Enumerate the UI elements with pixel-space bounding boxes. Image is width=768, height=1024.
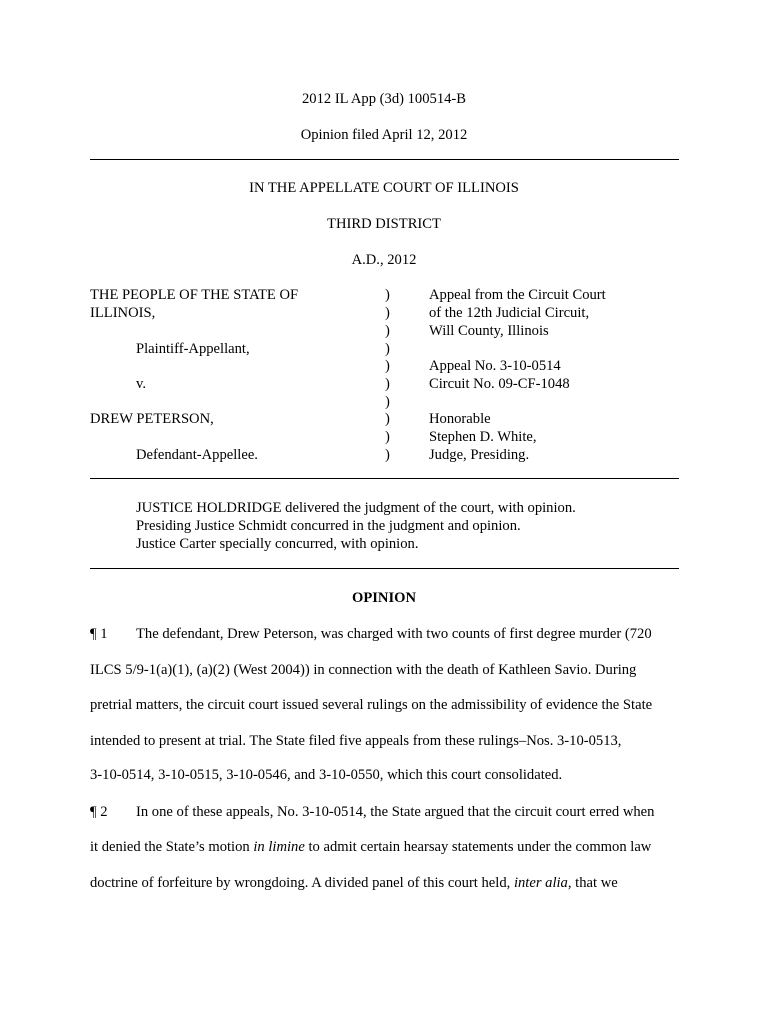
filing-date: Opinion filed April 12, 2012 xyxy=(300,127,468,143)
paragraph-1-line: pretrial matters, the circuit court issued several rulings on the admissibility of evidence the State xyxy=(90,697,653,713)
circuit-number: Circuit No. 09-CF-1048 xyxy=(429,376,570,392)
divider xyxy=(90,568,679,569)
judge-line1: Honorable xyxy=(429,411,491,427)
text-run: , that we xyxy=(567,875,618,891)
caption-paren: ) xyxy=(385,376,390,392)
paragraph-1-line: ILCS 5/9-1(a)(1), (a)(2) (West 2004)) in connection with the death of Kathleen Savio. During xyxy=(90,662,637,678)
text-run: doctrine of forfeiture by wrongdoing. A divided panel of this court held, xyxy=(90,875,514,891)
party1-line2: ILLINOIS, xyxy=(90,305,156,321)
divider xyxy=(90,159,679,160)
case-citation: 2012 IL App (3d) 100514-B xyxy=(301,91,467,107)
judge-line3: Judge, Presiding. xyxy=(429,447,530,463)
caption-paren: ) xyxy=(385,411,390,427)
caption-paren: ) xyxy=(385,287,390,303)
divider xyxy=(90,478,679,479)
paragraph-number: ¶ 2 xyxy=(90,804,108,820)
italic-term: in limine xyxy=(253,839,305,855)
appeal-from-line1: Appeal from the Circuit Court xyxy=(429,287,606,303)
party1-role: Plaintiff-Appellant, xyxy=(136,341,250,357)
paragraph-1-line: intended to present at trial. The State filed five appeals from these rulings–Nos. 3-10-0513, xyxy=(90,733,622,749)
paragraph-1-line: The defendant, Drew Peterson, was charged with two counts of first degree murder (720 xyxy=(136,626,652,642)
appeal-number: Appeal No. 3-10-0514 xyxy=(429,358,561,374)
party2-role: Defendant-Appellee. xyxy=(136,447,258,463)
caption-paren: ) xyxy=(385,429,390,445)
paragraph-2-line xyxy=(90,839,651,856)
judge-line2: Stephen D. White, xyxy=(429,429,537,445)
caption-paren: ) xyxy=(385,323,390,339)
text-run: it denied the State’s motion xyxy=(90,839,254,855)
caption-paren: ) xyxy=(385,447,390,463)
appeal-from-line3: Will County, Illinois xyxy=(429,323,549,339)
paragraph-2-line xyxy=(90,875,618,892)
justice-line2: Presiding Justice Schmidt concurred in the judgment and opinion. xyxy=(136,518,521,534)
caption-paren: ) xyxy=(385,358,390,374)
versus: v. xyxy=(136,376,146,392)
paragraph-2-line: In one of these appeals, No. 3-10-0514, the State argued that the circuit court erred when xyxy=(136,804,655,820)
text-run: to admit certain hearsay statements under the common law xyxy=(304,839,652,855)
district: THIRD DISTRICT xyxy=(327,216,441,232)
party1-line1: THE PEOPLE OF THE STATE OF xyxy=(90,287,299,303)
year: A.D., 2012 xyxy=(351,252,417,268)
italic-term: inter alia xyxy=(513,875,568,891)
justice-line1: JUSTICE HOLDRIDGE delivered the judgment of the court, with opinion. xyxy=(136,500,576,516)
caption-paren: ) xyxy=(385,394,390,410)
party2: DREW PETERSON, xyxy=(90,411,214,427)
justice-line3: Justice Carter specially concurred, with opinion. xyxy=(136,536,419,552)
court-name: IN THE APPELLATE COURT OF ILLINOIS xyxy=(249,180,519,196)
appeal-from-line2: of the 12th Judicial Circuit, xyxy=(429,305,590,321)
caption-paren: ) xyxy=(385,341,390,357)
opinion-heading: OPINION xyxy=(351,590,417,606)
paragraph-number: ¶ 1 xyxy=(90,626,108,642)
paragraph-1-line: 3-10-0514, 3-10-0515, 3-10-0546, and 3-10-0550, which this court consolidated. xyxy=(90,767,563,783)
caption-paren: ) xyxy=(385,305,390,321)
